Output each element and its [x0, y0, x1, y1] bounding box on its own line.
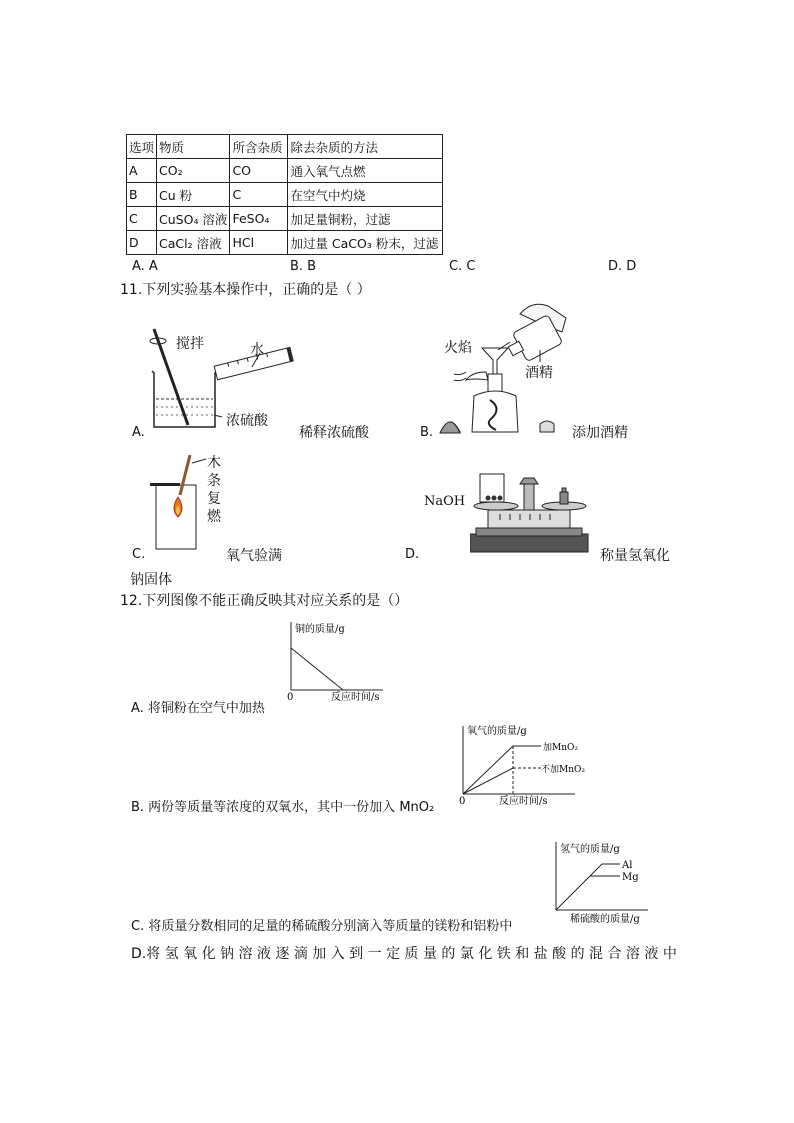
table-cell: C	[230, 183, 288, 207]
graph-oxygen-mass	[455, 722, 595, 812]
graph-a-xlabel: 反应时间/s	[331, 692, 380, 703]
dilution-figure	[140, 325, 300, 435]
table-cell: D	[127, 231, 157, 255]
table-cell: FeSO₄	[230, 207, 288, 231]
label-stick-char: 复	[207, 491, 221, 507]
option-c[interactable]: C. C	[449, 259, 476, 274]
table-cell: A	[127, 159, 157, 183]
table-cell: 在空气中灼烧	[288, 183, 443, 207]
graph-c-legend-mg: Mg	[622, 872, 639, 883]
label-stick	[207, 454, 221, 526]
table-header-cell: 除去杂质的方法	[288, 135, 443, 159]
table-header-cell: 物质	[157, 135, 230, 159]
option-11b-caption: 添加酒精	[572, 425, 628, 441]
option-11a-letter[interactable]: A.	[132, 425, 145, 440]
lamp-cap-icon	[438, 413, 462, 435]
table-header-cell: 选项	[127, 135, 157, 159]
option-b[interactable]: B. B	[290, 259, 317, 274]
table-cell: CO	[230, 159, 288, 183]
label-concentrated-acid: 浓硫酸	[226, 413, 268, 429]
option-a[interactable]: A. A	[132, 259, 158, 274]
impurity-table	[126, 134, 443, 255]
option-12a[interactable]: A. 将铜粉在空气中加热	[131, 701, 265, 716]
table-cell: 加足量铜粉，过滤	[288, 207, 443, 231]
label-flame: 火焰	[444, 340, 472, 356]
graph-b-legend-1: 加MnO₂	[543, 743, 578, 753]
table-cell: Cu 粉	[157, 183, 230, 207]
graph-b-legend-2: 不加MnO₂	[541, 765, 585, 775]
option-11b-letter[interactable]: B.	[420, 425, 434, 440]
table-cell: 通入氧气点燃	[288, 159, 443, 183]
table-cell: 加过量 CaCO₃ 粉末，过滤	[288, 231, 443, 255]
label-naoh: NaOH	[424, 494, 466, 509]
label-alcohol: 酒精	[525, 365, 553, 381]
option-12b[interactable]: B. 两份等质量等浓度的双氧水，其中一份加入 MnO₂	[131, 800, 435, 815]
option-11d-letter[interactable]: D.	[405, 547, 420, 562]
table-row	[127, 231, 443, 255]
option-d[interactable]: D. D	[608, 259, 637, 274]
table-cell: CuSO₄ 溶液	[157, 207, 230, 231]
option-12d[interactable]: D.将 氢 氧 化 钠 溶 液 逐 滴 加 入 到 一 定 质 量 的 氯 化 铁 和 盐 酸 的 混 合 溶 液 中	[131, 946, 677, 962]
table-row	[127, 207, 443, 231]
graph-b-ylabel: 氧气的质量/g	[467, 726, 527, 737]
label-stick-char: 木	[207, 455, 221, 471]
cap-icon	[538, 418, 556, 434]
option-12c[interactable]: C. 将质量分数相同的足量的稀硫酸分别滴入等质量的镁粉和铝粉中	[131, 919, 513, 934]
table-cell: CaCl₂ 溶液	[157, 231, 230, 255]
graph-b-xlabel: 反应时间/s	[499, 796, 548, 807]
table-header-cell: 所含杂质	[230, 135, 288, 159]
option-11d-caption-cont: 钠固体	[130, 572, 172, 588]
label-stick-char: 燃	[207, 509, 221, 525]
graph-c-legend-al: Al	[622, 860, 633, 871]
question-12-stem: 12.下列图像不能正确反映其对应关系的是（）	[120, 593, 409, 609]
table-row	[127, 183, 443, 207]
label-water: 水	[250, 342, 264, 358]
option-11c-caption: 氧气验满	[226, 548, 282, 564]
balance-figure	[470, 468, 590, 558]
graph-a-ylabel: 铜的质量/g	[295, 624, 345, 635]
graph-copper-mass	[283, 618, 393, 708]
graph-b-origin: 0	[459, 796, 466, 807]
table-row	[127, 159, 443, 183]
label-stick-char: 条	[207, 473, 221, 489]
option-11c-letter[interactable]: C.	[132, 547, 146, 562]
table-cell: B	[127, 183, 157, 207]
table-cell: C	[127, 207, 157, 231]
table-header-row	[127, 135, 443, 159]
graph-a-origin: 0	[287, 692, 294, 703]
gas-jar-figure	[150, 455, 210, 555]
table-cell: HCl	[230, 231, 288, 255]
graph-hydrogen-mass	[548, 838, 658, 928]
question-11-stem: 11.下列实验基本操作中，正确的是（ ）	[120, 282, 371, 298]
option-11d-caption: 称量氢氧化	[600, 548, 670, 564]
graph-c-ylabel: 氢气的质量/g	[560, 844, 620, 855]
option-11a-caption: 稀释浓硫酸	[299, 425, 369, 441]
table-cell: CO₂	[157, 159, 230, 183]
label-stir: 搅拌	[176, 336, 204, 352]
graph-c-xlabel: 稀硫酸的质量/g	[570, 914, 640, 925]
